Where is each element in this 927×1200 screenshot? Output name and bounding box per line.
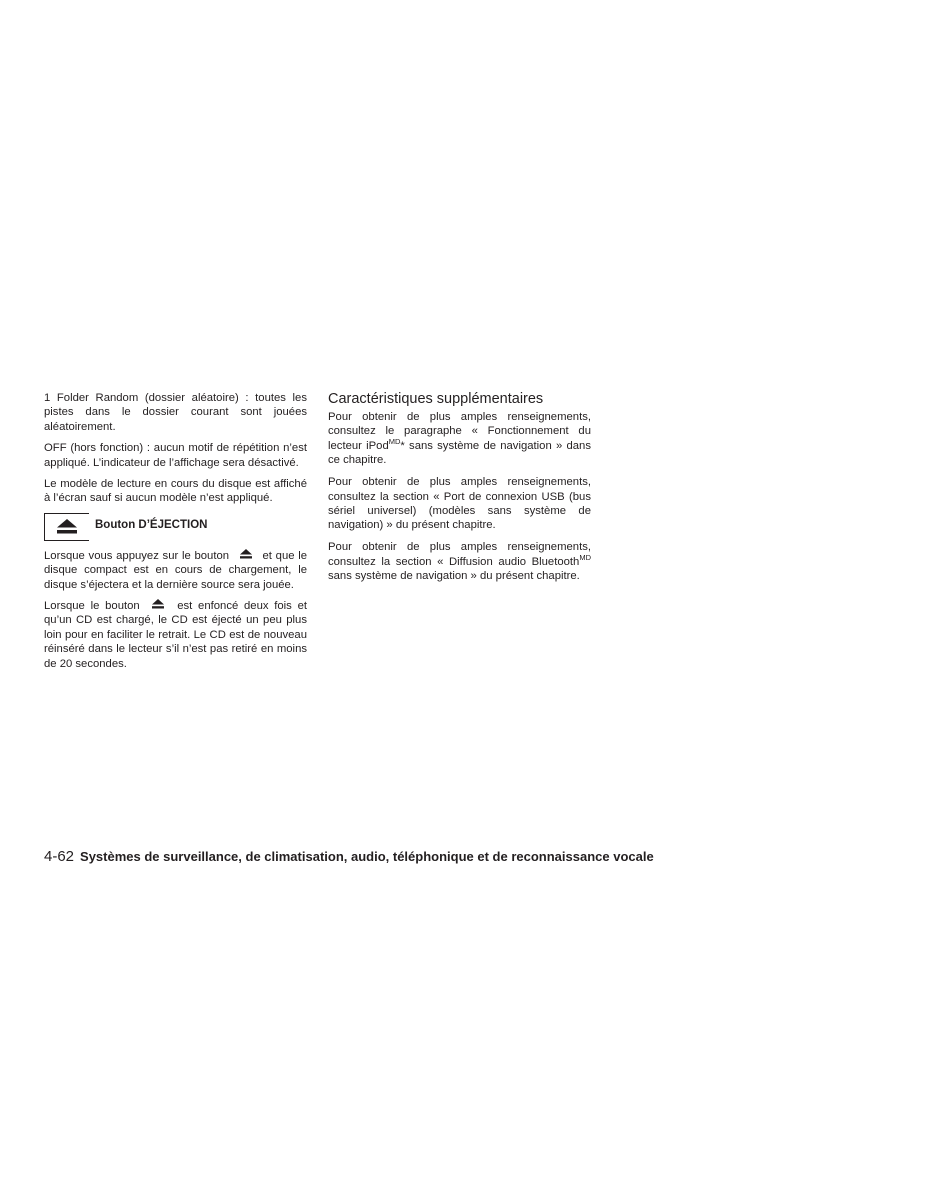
footnote-mark: * bbox=[400, 439, 405, 452]
paragraph-eject-press-end: et que le disque compact est en cours de chargement, le disque s’éjectera et la dernière source sera jouée. bbox=[44, 549, 308, 591]
ipod-reference-end: sans système de navigation » dans ce chapitre. bbox=[328, 439, 591, 467]
paragraph-eject-press-start: Lorsque vous appuyez sur le bouton bbox=[44, 549, 230, 562]
paragraph-off: OFF (hors fonction) : aucun motif de répétition n’est appliqué. L’indicateur de l’affichage sera désactivé. bbox=[44, 442, 307, 469]
ipod-reference-start: Pour obtenir de plus amples renseignements, consultez le paragraphe « Fonctionnement du lecteur iPod bbox=[328, 411, 591, 452]
trademark-superscript: MD bbox=[388, 436, 401, 446]
page-footer bbox=[44, 847, 654, 866]
bluetooth-reference-start: Pour obtenir de plus amples renseignements, consultez la section « Diffusion audio Bluetooth bbox=[328, 541, 591, 568]
eject-button-title: Bouton D’ÉJECTION bbox=[95, 518, 208, 531]
eject-icon bbox=[57, 519, 77, 534]
section-heading-additional-features: Caractéristiques supplémentaires bbox=[328, 391, 544, 407]
trademark-superscript: MD bbox=[579, 552, 591, 562]
eject-section-heading bbox=[44, 513, 307, 541]
paragraph-bluetooth-reference bbox=[328, 540, 591, 583]
paragraph-usb-reference: Pour obtenir de plus amples renseignements, consultez la section « Port de connexion USB (bus sériel universel) (modèles sans système de navigation) » du présent chapitre. bbox=[328, 476, 591, 532]
paragraph-eject-twice bbox=[44, 599, 307, 671]
eject-icon bbox=[145, 599, 171, 613]
page-number: 4-62 bbox=[44, 848, 75, 865]
right-column bbox=[328, 391, 591, 591]
paragraph-folder-random: 1 Folder Random (dossier aléatoire) : toutes les pistes dans le dossier courant sont jouées aléatoirement. bbox=[44, 392, 307, 433]
paragraph-eject-twice-start: Lorsque le bouton bbox=[44, 600, 140, 613]
eject-icon bbox=[233, 549, 259, 563]
paragraph-ipod-reference bbox=[328, 410, 591, 468]
paragraph-eject-twice-end: est enfoncé deux fois et qu’un CD est chargé, le CD est éjecté un peu plus loin pour en faciliter le retrait. Le CD est de nouveau réinséré dans le lecteur s’il n’est pas retiré en moins de 20 secondes. bbox=[44, 600, 308, 670]
chapter-title: Systèmes de surveillance, de climatisation, audio, téléphonique et de reconnaissance vocale bbox=[80, 849, 654, 864]
paragraph-eject-press bbox=[44, 549, 307, 592]
paragraph-playback-pattern: Le modèle de lecture en cours du disque est affiché à l’écran sauf si aucun modèle n’est appliqué. bbox=[44, 478, 307, 505]
left-column bbox=[44, 391, 307, 678]
eject-icon-box bbox=[44, 513, 89, 541]
bluetooth-reference-end: sans système de navigation » du présent chapitre. bbox=[328, 570, 580, 583]
